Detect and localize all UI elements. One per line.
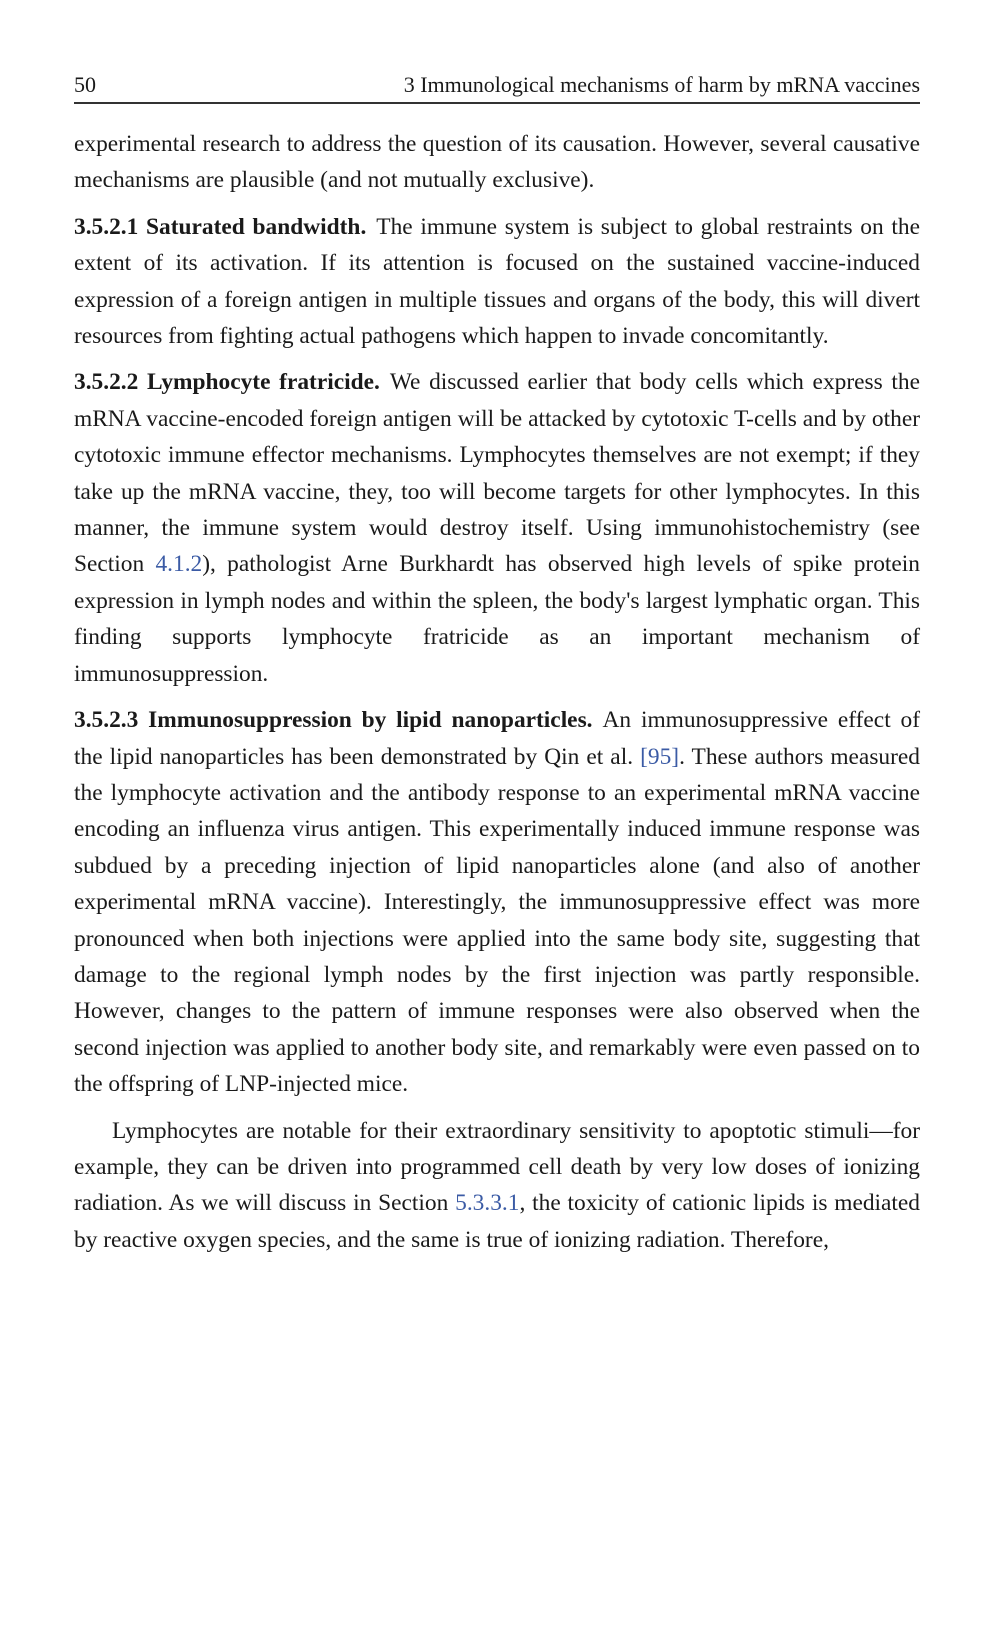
body-text (74, 126, 920, 1258)
section-3-5-2-2: 3.5.2.2 Lymphocyte fratricide. We discussed earlier that body cells which express the mRNA vaccine-encoded foreign antigen will be attacked by cytotoxic T-cells and by other cytotoxic immune effector mechanisms. Lymphocytes themselves are not exempt; if they take up the mRNA vaccine, they, too will become targets for other lymphocytes. In this manner, the immune system would destroy itself. Using immunohistochemistry (see Section 4.1.2), pathologist Arne Burkhardt has observed high levels of spike protein expression in lymph nodes and within the spleen, the body's largest lymphatic organ. This finding supports lymphocyte fratricide as an important mechanism of immunosuppression. (74, 369, 920, 687)
section-heading: 3.5.2.3 Immunosuppression by lipid nanoparticles. (74, 707, 593, 734)
section-link[interactable]: 5.3.3.1 (455, 1190, 520, 1217)
running-title: 3 Immunological mechanisms of harm by mRNA vaccines (403, 72, 920, 97)
section-link[interactable]: 4.1.2 (155, 551, 203, 578)
section-heading: 3.5.2.1 Saturated bandwidth. (74, 213, 367, 240)
section-3-5-2-1: 3.5.2.1 Saturated bandwidth. The immune system is subject to global restraints on the extent of its activation. If its attention is focused on the sustained vaccine-induced expression of a foreign antigen in multiple tissues and organs of the body, this will divert resources from fighting actual pathogens which happen to invade concomitantly. (74, 213, 920, 350)
section-3-5-2-3: 3.5.2.3 Immunosuppression by lipid nanoparticles. An immunosuppressive effect of the lipid nanoparticles has been demonstrated by Qin et al. [95]. These authors measured the lymphocyte activation and the antibody response to an experimental mRNA vaccine encoding an influenza virus antigen. This experimentally induced immune response was subdued by a preceding injection of lipid nanoparticles alone (and also of another experimental mRNA vaccine). Interestingly, the immunosuppressive effect was more pronounced when both injections were applied into the same body site, suggesting that damage to the regional lymph nodes by the first injection was partly responsible. However, changes to the pattern of immune responses were also observed when the second injection was applied to another body site, and remarkably were even passed on to the offspring of LNP-injected mice. (74, 707, 921, 1098)
paragraph-intro: experimental research to address the question of its causation. However, several causative mechanisms are plausible (and not mutually exclusive). (74, 131, 920, 194)
running-header (74, 72, 920, 104)
page-number: 50 (74, 72, 96, 97)
paragraph-lymphocytes: Lymphocytes are notable for their extraordinary sensitivity to apoptotic stimuli—for example, they can be driven into programmed cell death by very low doses of ionizing radiation. As we will discuss in Section 5.3.3.1, the toxicity of cationic lipids is mediated by reactive oxygen species, and the same is true of ionizing radiation. Therefore, (74, 1117, 921, 1253)
section-heading: 3.5.2.2 Lymphocyte fratricide. (74, 369, 380, 396)
citation-link[interactable]: [95] (640, 743, 680, 770)
book-page (74, 72, 920, 1268)
